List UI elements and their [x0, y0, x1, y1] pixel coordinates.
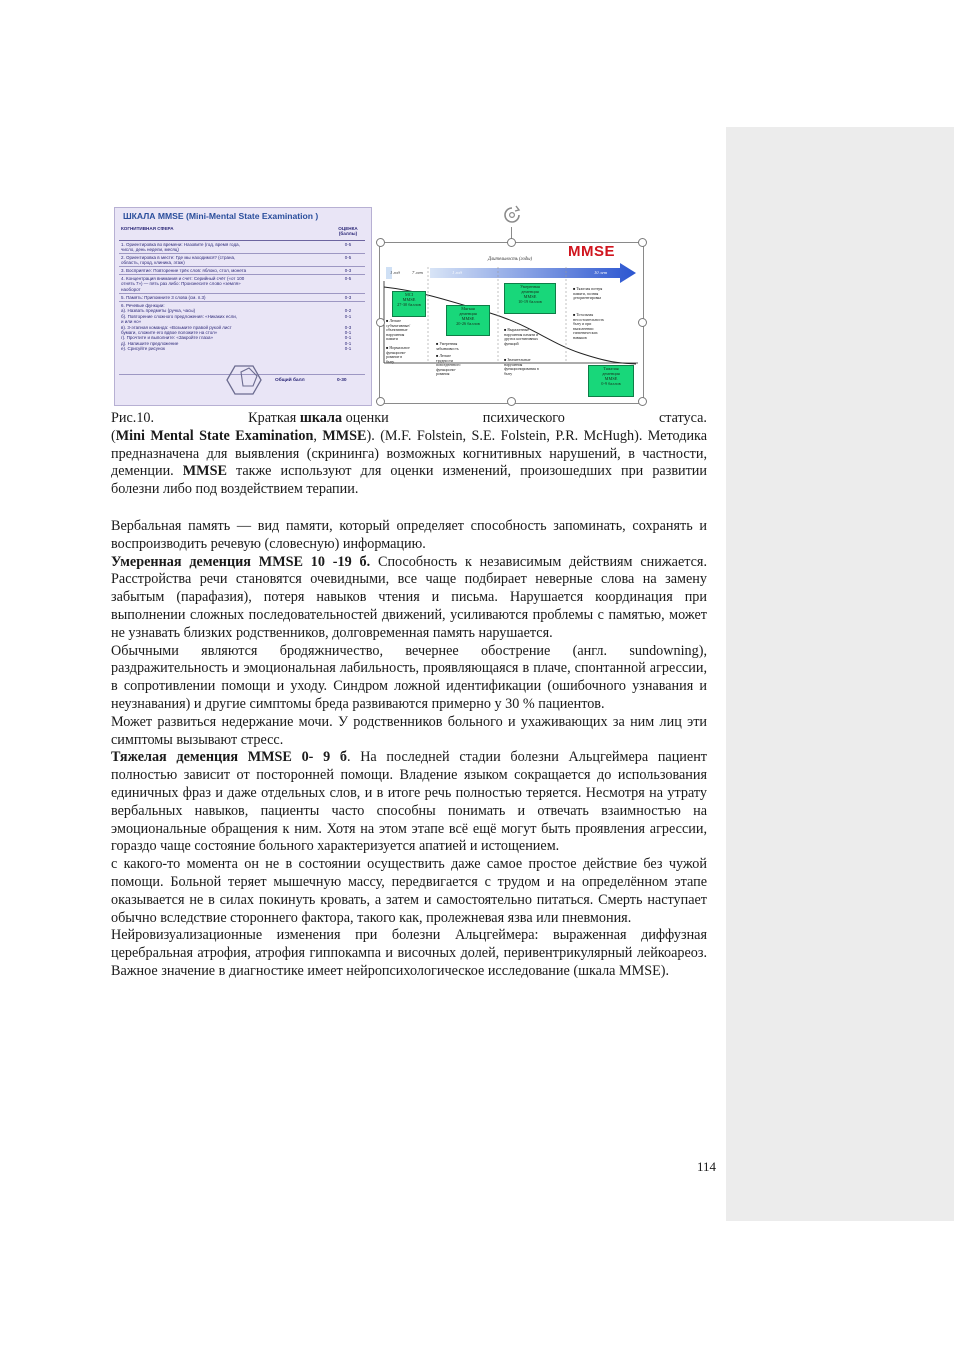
- caption-word-bold: шкала: [299, 410, 343, 426]
- row-score: 0-3: [344, 295, 352, 300]
- severe-text: . На последней стадии болезни Альцгеймера пациент полностью зависит от посторонней помощи. Владение языком сокращается до использования единичных фраз и даже отдельных слов, и в итоге речь полностью теряется. Несмотря на утрату вербальных навыков, пациенты часто способны понимать и отвечать взаимностью на эмоциональные обращения к ним. Хотя на этом этапе всё ещё могут быть проявления агрессии, гораздо чаще состояние больного характеризуется апатией и истощением.: [111, 749, 707, 855]
- caption-bold: MMSE: [322, 427, 367, 444]
- caption-text: (: [111, 427, 116, 444]
- total-value: 0-30: [337, 378, 347, 383]
- row-text: 2. Ориентировка в месте: Где мы находимся? (страна, область, город, клиника, этаж): [121, 255, 236, 266]
- table-row: [119, 275, 365, 294]
- table-row: [119, 254, 365, 267]
- figure-caption: [111, 410, 707, 499]
- header-sphere: КОГНИТИВНАЯ СФЕРА: [121, 226, 174, 231]
- stage-moderate-box: Умеренная деменция MMSE 10-19 баллов: [504, 283, 556, 314]
- row-text: 1. Ориентировка во времени: Назовите (год, время года, число, день недели, месяц): [121, 242, 240, 253]
- pentagon-drawing-icon: [223, 362, 267, 400]
- stage-note: ■ Выраженные нарушения памяти и других когнитивных функций: [504, 328, 539, 346]
- row-score: 0-2 0-1 0-3 0-1 0-1 0-1 0-1: [344, 308, 352, 352]
- mmse-logo: MMSE: [568, 243, 615, 260]
- row-text: 6. Речевые функции: а). Назвать предметы (ручка, часы) б). Повторение сложного предложения: «Никаких если, и или но» в). 3-этапная команда: «Возьмите правой рукой лист бумаги, сложите его вдвое положите на стол» г). Прочтите и выполните: «Закройте глаза» д). Напишите предложение е). Срисуйте рисунок: [121, 303, 238, 352]
- table-title: ШКАЛА MMSE (Mini-Mental State Examination ): [123, 211, 319, 221]
- row-score: 0-3: [344, 268, 352, 273]
- stage-note: ■ Легкие субъективные/ объективные нарушения памяти: [386, 319, 411, 342]
- resize-handle-ne[interactable]: [638, 238, 647, 247]
- rotate-handle-icon[interactable]: [500, 204, 524, 228]
- caption-bold: MMSE: [182, 463, 227, 480]
- caption-fig-number: Рис.10.: [111, 410, 155, 426]
- caption-first-line: [111, 410, 707, 428]
- paragraph-incontinence: Может развиться недержание мочи. У родственников больного и ухаживающих за ним лиц эти симптомы вызывают стресс.: [111, 713, 707, 748]
- stage-note: ■ Тяжелая потеря памяти, полная дезориентировка: [573, 287, 603, 301]
- table-row: [119, 267, 365, 275]
- table-header: [119, 224, 365, 241]
- row-score: 0-5: [344, 255, 352, 260]
- resize-handle-sw[interactable]: [376, 397, 385, 406]
- caption-word: психического: [482, 410, 565, 426]
- stage-severe-box: Тяжелая деменция MMSE 0-9 баллов: [588, 365, 634, 397]
- caption-text: ,: [313, 427, 323, 444]
- paragraph-severe-dementia: [111, 749, 707, 856]
- row-text: 3. Восприятие: Повторение трёх слов: яблоко, стол, монета: [121, 268, 247, 273]
- stage-mild-box: Мягкая деменция MMSE 20-26 баллов: [446, 305, 490, 336]
- mmse-scale-table-image: [114, 207, 372, 406]
- caption-text: ). (M.F. Folstein, S.E. Folstein, P.R. McHugh). Методика предназначена для выявления (скрининга) возможных когнитивных нарушений, в частности, деменции.: [111, 427, 708, 480]
- page-number: 114: [697, 1159, 717, 1174]
- mmse-stages-chart-image: [379, 242, 644, 404]
- duration-label: Длительность (годы): [488, 257, 533, 262]
- header-score: ОЦЕНКА (баллы): [338, 226, 358, 236]
- row-score: 0-5: [344, 276, 352, 281]
- stage-note: ■ Тотальная несостоятельность быту и при выполнении гигиенических навыков: [573, 313, 605, 340]
- caption-word: Краткая: [248, 410, 297, 426]
- caption-word: оценки: [345, 410, 389, 426]
- table-row: [119, 294, 365, 302]
- moderate-text: Способность к независимым действиям снижается. Расстройства речи становятся очевидными, все чаще подбирает неверные слова на замену забытым (парафазия), потеря навыков чтения и письма. Нарушается координация при выполнении сложных последовательностей движений, усиливаются проблемы с памятью, может не узнавать близких родственников, долговременная память нарушается.: [111, 553, 707, 641]
- arrow-label: 1 год: [390, 270, 400, 275]
- stage-note: ■ Легкие трудности повседневного функциони- рования: [436, 354, 461, 377]
- total-label: Общий балл: [275, 378, 305, 383]
- resize-handle-s[interactable]: [507, 397, 516, 406]
- resize-handle-nw[interactable]: [376, 238, 385, 247]
- paragraph-dependence: с какого-то момента он не в состоянии осуществить даже самое простое действие без чужой помощи. Больной теряет мышечную массу, передвигается с трудом и на определённом этапе оказывается не в силах покинуть кровать, а затем и самостоятельно питаться. Смерть наступает обычно вследствие стороннего фактора, такого как, пролежневая язва или пневмония.: [111, 856, 707, 926]
- paragraph-neuroimaging: Нейровизуализационные изменения при болезни Альцгеймера: выраженная диффузная церебральная атрофия, атрофия гиппокампа и височных долей, перивентрикулярный лейкоареоз. Важное значение в диагностике имеет нейропсихологическое исследование (шкала MMSE).: [111, 927, 707, 979]
- paragraph-verbal-memory: Вербальная память — вид памяти, который определяет способность запоминать, сохранять и воспроизводить речевую (словесную) информацию.: [111, 518, 707, 552]
- arrow-label: 1 год: [452, 270, 462, 275]
- row-text: 5. Память: Припомните 3 слова (см. п.3): [121, 295, 206, 300]
- row-text: 4. Концентрация внимания и счет: Серийный счёт («от 100 отнять 7») — пять раз либо: Произнесите слово «земля» наоборот: [121, 276, 245, 292]
- resize-handle-e[interactable]: [638, 318, 647, 327]
- table-row: [119, 241, 365, 254]
- body-text: [111, 518, 707, 981]
- stage-note: ■ Значительные нарушения функционирования в быту: [504, 358, 539, 376]
- stage-mci-box: MCI MMSE 27-30 баллов: [392, 291, 426, 317]
- arrow-label: 10 лет: [594, 270, 608, 275]
- arrow-label: 7 лет: [412, 270, 423, 275]
- comments-pane[interactable]: [726, 127, 954, 1221]
- stage-note: ■ Умеренная забывчивость: [436, 342, 459, 351]
- row-score: 0-5: [344, 242, 352, 247]
- heading-severe: Тяжелая деменция MMSE 0- 9 б: [111, 749, 347, 766]
- resize-handle-se[interactable]: [638, 397, 647, 406]
- caption-text: также используют для оценки изменений, произошедших при развитии болезни либо под воздействием терапии.: [111, 463, 707, 498]
- caption-bold: Mini Mental State Examination: [115, 427, 314, 444]
- stage-note: ■ Нормальное функциони- рование в быту: [386, 346, 410, 364]
- paragraph-common-symptoms: Обычными являются бродяжничество, вечернее обострение (англ. sundowning), раздражительность и эмоциональная лабильность, проявляющаяся в плаче, спонтанной агрессии, в сопротивлении помощи и уходу. Синдром ложной идентификации (ошибочного узнавания и неузнавания) и другие симптомы бреда развиваются примерно у 30 % пациентов.: [111, 642, 707, 712]
- paragraph-moderate-dementia: [111, 554, 707, 643]
- resize-handle-w[interactable]: [376, 318, 385, 327]
- caption-word: статуса.: [658, 410, 707, 426]
- resize-handle-n[interactable]: [507, 238, 516, 247]
- heading-moderate: Умеренная деменция MMSE 10 -19 б.: [111, 553, 371, 570]
- caption-title-part: [248, 410, 389, 428]
